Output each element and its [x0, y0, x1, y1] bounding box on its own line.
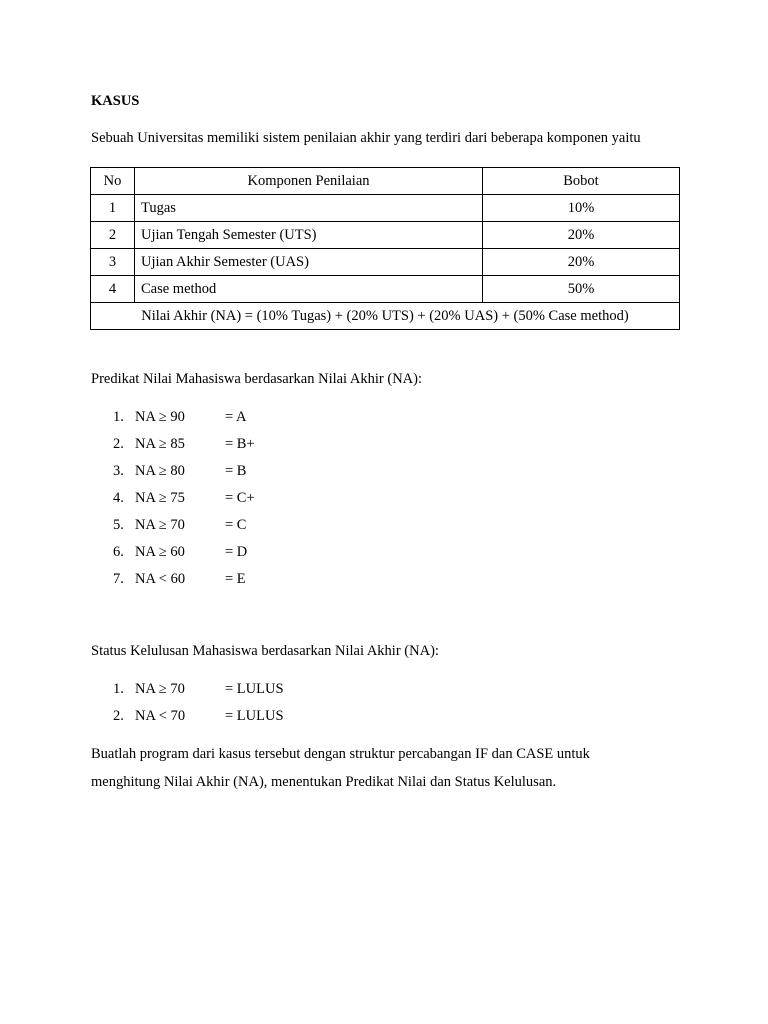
status-section-label: Status Kelulusan Mahasiswa berdasarkan Nilai Akhir (NA):: [91, 643, 439, 659]
list-number: 2.: [113, 436, 124, 452]
predikat-section-label: Predikat Nilai Mahasiswa berdasarkan Nilai Akhir (NA):: [91, 371, 422, 387]
column-header-bobot: Bobot: [483, 168, 680, 195]
component-name: Case method: [135, 276, 483, 303]
row-number: 3: [91, 249, 135, 276]
component-weight: 20%: [483, 222, 680, 249]
row-number: 1: [91, 195, 135, 222]
component-name: Ujian Akhir Semester (UAS): [135, 249, 483, 276]
instruction-line-1: Buatlah program dari kasus tersebut dengan struktur percabangan IF dan CASE untuk: [91, 746, 590, 762]
instruction-paragraph: [91, 740, 691, 796]
component-name: Ujian Tengah Semester (UTS): [135, 222, 483, 249]
grading-components-table: [90, 167, 680, 330]
final-score-formula: Nilai Akhir (NA) = (10% Tugas) + (20% UTS) + (20% UAS) + (50% Case method): [91, 303, 680, 330]
grade-result: = B+: [225, 436, 255, 452]
row-number: 2: [91, 222, 135, 249]
table-row: [91, 222, 680, 249]
status-condition: NA ≥ 70: [135, 681, 185, 697]
column-header-no: No: [91, 168, 135, 195]
grade-condition: NA < 60: [135, 571, 186, 587]
list-number: 4.: [113, 490, 124, 506]
list-number: 3.: [113, 463, 124, 479]
grade-result: = E: [225, 571, 246, 587]
grade-condition: NA ≥ 70: [135, 517, 185, 533]
component-weight: 10%: [483, 195, 680, 222]
status-result: = LULUS: [225, 708, 284, 724]
grade-condition: NA ≥ 75: [135, 490, 185, 506]
table-header-row: [91, 168, 680, 195]
grade-result: = C: [225, 517, 247, 533]
grade-result: = B: [225, 463, 247, 479]
status-condition: NA < 70: [135, 708, 186, 724]
status-result: = LULUS: [225, 681, 284, 697]
grade-condition: NA ≥ 60: [135, 544, 185, 560]
grade-condition: NA ≥ 85: [135, 436, 185, 452]
table-row: [91, 249, 680, 276]
row-number: 4: [91, 276, 135, 303]
column-header-komponen: Komponen Penilaian: [135, 168, 483, 195]
intro-paragraph: Sebuah Universitas memiliki sistem penilaian akhir yang terdiri dari beberapa komponen yaitu: [91, 130, 641, 146]
list-number: 5.: [113, 517, 124, 533]
grade-condition: NA ≥ 80: [135, 463, 185, 479]
list-number: 2.: [113, 708, 124, 724]
grade-result: = C+: [225, 490, 255, 506]
list-number: 7.: [113, 571, 124, 587]
table-row: [91, 195, 680, 222]
grade-condition: NA ≥ 90: [135, 409, 185, 425]
page-title: KASUS: [91, 93, 140, 109]
component-name: Tugas: [135, 195, 483, 222]
grade-result: = A: [225, 409, 247, 425]
list-number: 1.: [113, 409, 124, 425]
instruction-line-2: menghitung Nilai Akhir (NA), menentukan Predikat Nilai dan Status Kelulusan.: [91, 774, 557, 790]
grade-result: = D: [225, 544, 248, 560]
list-number: 1.: [113, 681, 124, 697]
component-weight: 50%: [483, 276, 680, 303]
table-row: [91, 276, 680, 303]
list-number: 6.: [113, 544, 124, 560]
component-weight: 20%: [483, 249, 680, 276]
formula-row: [91, 303, 680, 330]
